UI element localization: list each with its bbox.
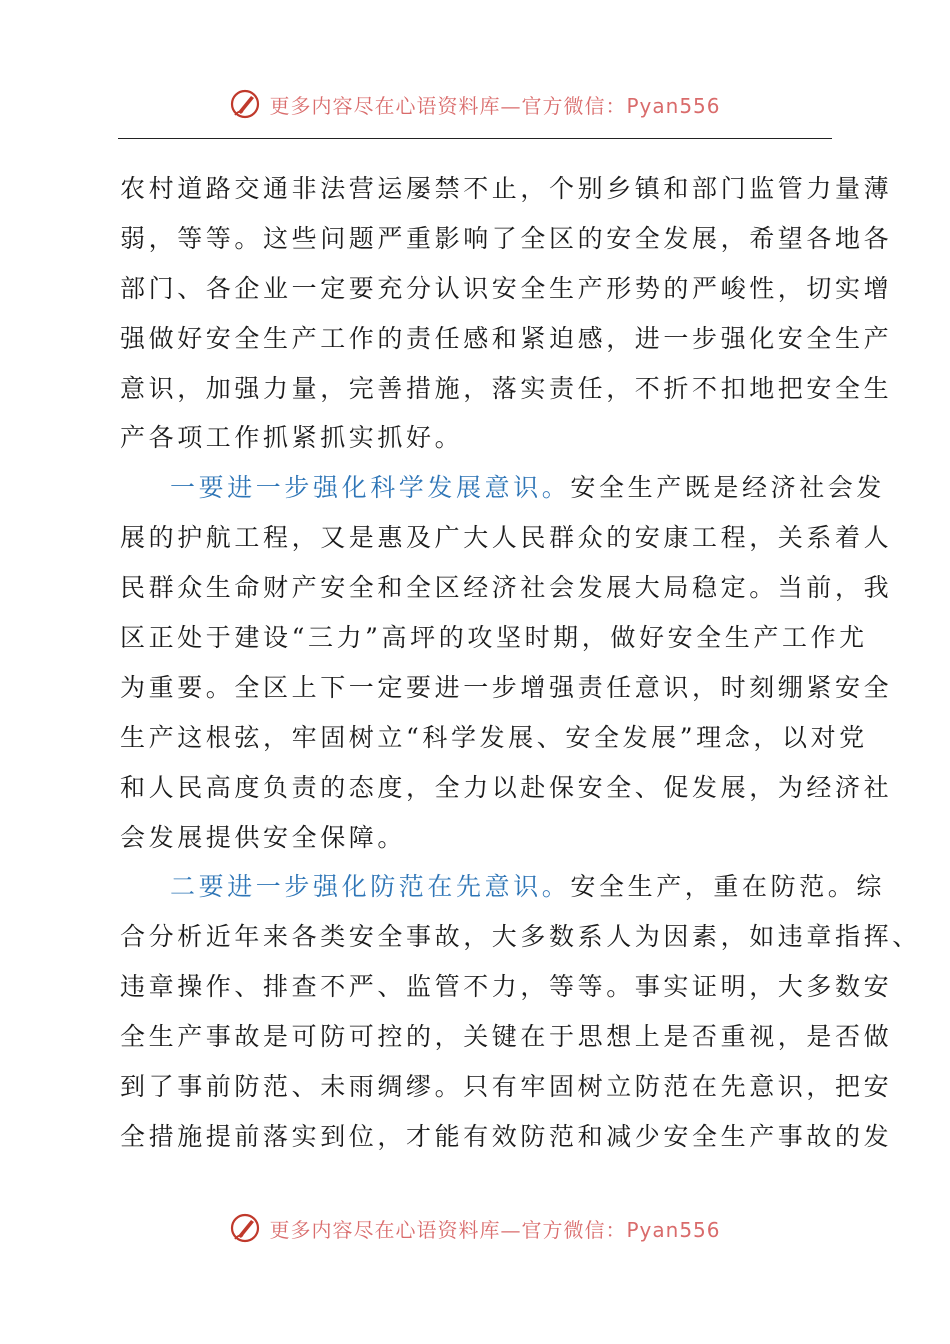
paragraph-2 [120,463,893,862]
header-rule [118,138,832,139]
text-line: 合分析近年来各类安全事故，大多数系人为因素，如违章指挥、 [120,922,921,952]
text-line: 强做好安全生产工作的责任感和紧迫感，进一步强化安全生产 [120,323,893,353]
text-line: 意识，加强力量，完善措施，落实责任，不折不扣地把安全生 [120,373,893,403]
text-line: 展的护航工程，又是惠及广大人民群众的安康工程，关系着人 [120,523,893,553]
text-line: 违章操作、排查不严、监管不力，等等。事实证明，大多数安 [120,972,893,1002]
text-line: 和人民高度负责的态度，全力以赴保安全、促发展，为经济社 [120,772,893,802]
paragraph-1 [120,164,893,463]
section-heading: 一要进一步强化科学发展意识。 [170,473,571,503]
document-body [120,164,921,1162]
text-span: 安全生产，重在防范。综 [570,872,886,902]
footer-banner [0,1208,950,1248]
text-line [120,463,886,513]
text-line: 全生产事故是可防可控的，关键在于思想上是否重视，是否做 [120,1022,893,1052]
text-line: 农村道路交通非法营运屡禁不止，个别乡镇和部门监管力量薄 [120,174,893,203]
text-line: 产各项工作抓紧抓实抓好。 [120,423,464,453]
text-line [120,862,886,912]
text-line: 会发展提供安全保障。 [120,822,407,852]
section-heading: 二要进一步强化防范在先意识。 [170,872,571,902]
text-line: 部门、各企业一定要充分认识安全生产形势的严峻性，切实增 [120,273,893,303]
quill-pen-logo-icon [229,1212,261,1244]
text-line: 民群众生命财产安全和全区经济社会发展大局稳定。当前，我 [120,573,893,603]
text-line: 全措施提前落实到位，才能有效防范和减少安全生产事故的发 [120,1121,893,1151]
header-banner [0,84,950,124]
banner-text: 更多内容尽在心语资料库—官方微信：Pyan556 [269,1217,721,1242]
text-line: 区正处于建设“三力”高坪的攻坚时期，做好安全生产工作尤 [120,623,868,653]
text-line: 到了事前防范、未雨绸缪。只有牢固树立防范在先意识，把安 [120,1072,893,1102]
banner-text: 更多内容尽在心语资料库—官方微信：Pyan556 [269,93,721,118]
text-line: 生产这根弦，牢固树立“科学发展、安全发展”理念，以对党 [120,722,868,752]
text-line: 为重要。全区上下一定要进一步增强责任意识，时刻绷紧安全 [120,672,893,702]
paragraph-3 [120,862,921,1161]
text-line: 弱，等等。这些问题严重影响了全区的安全发展，希望各地各 [120,223,893,253]
quill-pen-logo-icon [229,88,261,120]
text-span: 安全生产既是经济社会发 [570,473,886,503]
